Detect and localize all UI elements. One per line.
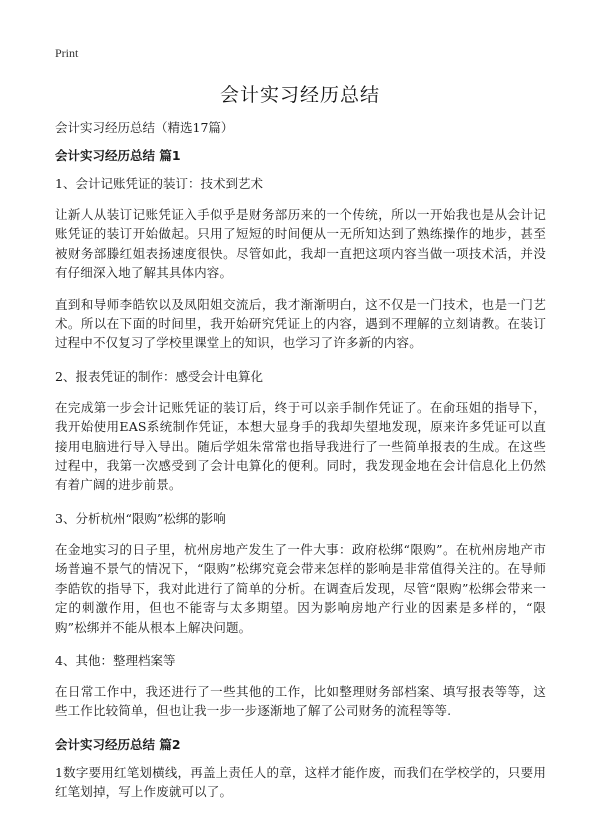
paragraph: 1数字要用红笔划横线，再盖上责任人的章，这样才能作废，而我们在学校学的，只要用红笔划掉，写上作废就可以了。 [55, 764, 546, 800]
document-body [55, 118, 546, 814]
print-link[interactable]: Print [55, 46, 79, 60]
document-title: 会计实习经历总结 [219, 84, 380, 106]
document-subtitle: 会计实习经历总结（精选17篇） [55, 120, 234, 135]
paragraph: 在日常工作中，我还进行了一些其他的工作，比如整理财务部档案、填写报表等等，这些工作比较简单，但也让我一步一步逐渐地了解了公司财务的流程等等. [55, 683, 546, 719]
article-heading-2: 会计实习经历总结 篇2 [55, 736, 181, 752]
section-heading-3: 3、分析杭州“限购”松绑的影响 [55, 510, 226, 526]
section-heading-1: 1、会计记账凭证的装订：技术到艺术 [55, 176, 263, 191]
article-heading-1: 会计实习经历总结 篇1 [55, 148, 181, 163]
paragraph: 直到和导师李皓钦以及凤阳姐交流后，我才渐渐明白，这不仅是一门技术，也是一门艺术。所以在下面的时间里，我开始研究凭证上的内容，遇到不理解的立刻请教。在装订过程中不仅复习了学校里课堂上的知识，也学习了许多新的内容。 [55, 296, 546, 351]
section-heading-4: 4、其他：整理档案等 [55, 652, 176, 668]
paragraph: 在完成第一步会计记账凭证的装订后，终于可以亲手制作凭证了。在俞珏姐的指导下，我开始使用EAS系统制作凭证，本想大显身手的我却失望地发现，原来许多凭证可以直接用电脑进行导入导出。随后学姐朱常常也指导我进行了一些简单报表的生成。在这些过程中，我第一次感受到了会计电算化的便利。同时，我发现金地在会计信息化上仍然有着广阔的进步前景。 [55, 399, 546, 493]
section-heading-2: 2、报表凭证的制作：感受会计电算化 [55, 368, 263, 384]
paragraph: 在金地实习的日子里，杭州房地产发生了一件大事：政府松绑“限购”。在杭州房地产市场普遍不景气的情况下，“限购”松绑究竟会带来怎样的影响是非常值得关注的。在导师李皓钦的指导下，我对此进行了简单的分析。在调查后发现，尽管“限购”松绑会带来一定的刺激作用，但也不能寄与太多期望。因为影响房地产行业的因素是多样的，“限购”松绑并不能从根本上解决问题。 [55, 541, 546, 635]
paragraph: 让新人从装订记账凭证入手似乎是财务部历来的一个传统，所以一开始我也是从会计记账凭证的装订开始做起。只用了短短的时间便从一无所知达到了熟练操作的地步，甚至被财务部滕红姐表扬速度很快。尽管如此，我却一直把这项内容当做一项技术活，并没有仔细深入地了解其具体内容。 [55, 207, 546, 281]
